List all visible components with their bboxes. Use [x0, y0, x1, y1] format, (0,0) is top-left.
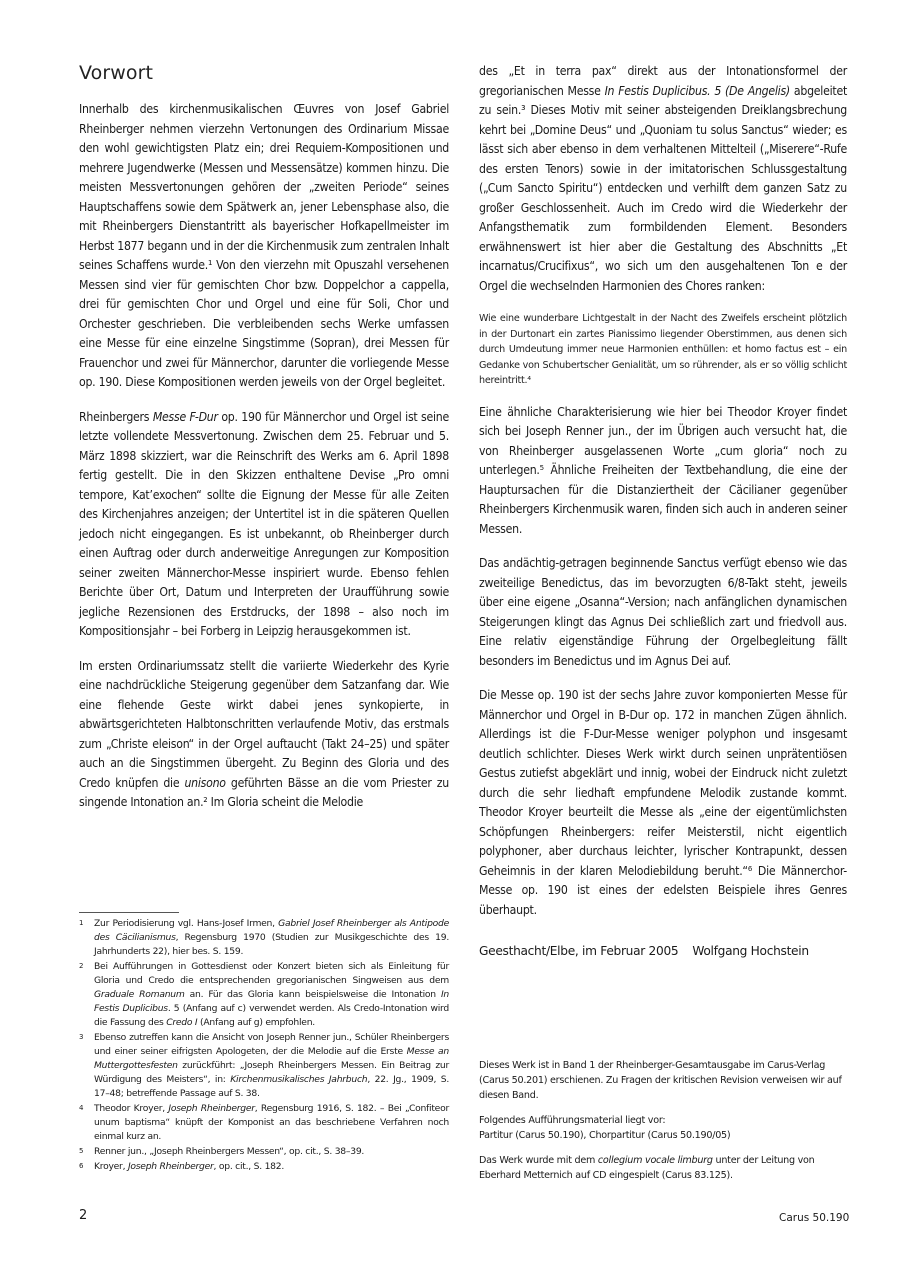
- signature: [479, 942, 847, 961]
- paragraph-7: Die Messe op. 190 ist der sechs Jahre zuvor komponierten Messe für Männerchor und Orgel in B-Dur op. 172 in manchen Zügen ähnlich. Allerdings ist die F-Dur-Messe weniger polyphon und insgesamt deutlich schlichter. Dieses Werk wirkt durch seinen unprätentiösen Gestus zutiefst abgeklärt und innig, wobei der Eindruck nicht zuletzt durch die sehr liedhaft empfundene Melodik zustande kommt. Theodor Kroyer beurteilt die Messe als „eine der eigentümlichsten Schöpfungen Rheinbergers: reifer Meisterstil, nicht eigentlich polyphoner, aber durchaus leichter, lyrischer Kontrapunkt, dessen Geheimnis in der klaren Melodiebildung beruht.“⁶ Die Männerchor-Messe op. 190 ist eines der edelsten Beispiele ihres Genres überhaupt.: [479, 688, 847, 917]
- left-column: [79, 62, 449, 828]
- signature-author: Wolfgang Hochstein: [692, 944, 809, 958]
- paragraph-1: Innerhalb des kirchenmusikalischen Œuvres von Josef Gabriel Rheinberger nehmen vierzehn Vertonungen des Ordinarium Missae den wohl gewichtigsten Platz ein; drei Requiem-Kompositionen und mehrere Jugendwerke (Messen und Messensätze) kommen hinzu. Die meisten Messvertonungen gehören der „zweiten Periode“ seines Hauptschaffens sowie dem Spätwerk an, jener Lebensphase also, die mit Rheinbergers Dienstantritt als bayerischer Hofkapellmeister im Herbst 1877 begann und in der die Kirchenmusik zum zentralen Inhalt seines Schaffens wurde.¹ Von den vierzehn mit Opuszahl versehenen Messen sind vier für gemischten Chor bzw. Doppelchor a cappella, drei für gemischten Chor und Orgel und eine für Soli, Chor und Orchester geschrieben. Die verbleibenden sechs Werke umfassen eine Messe für eine einzelne Singstimme (Sopran), drei Messen für Frauenchor und zwei für Männerchor, darunter die vorliegende Messe op. 190. Diese Kompositionen werden jeweils von der Orgel begleitet.: [79, 102, 449, 389]
- footnote-rule: [79, 912, 179, 913]
- edition-note-1: Dieses Werk ist in Band 1 der Rheinberger-Gesamtausgabe im Carus-Verlag (Carus 50.201) erschienen. Zu Fragen der kritischen Revision verweisen wir auf diesen Band.: [479, 1060, 842, 1101]
- footnote-5: 5 Renner jun., „Joseph Rheinbergers Messen“, op. cit., S. 38–39.: [79, 1146, 365, 1157]
- paragraph-6: Das andächtig-getragen beginnende Sanctus verfügt ebenso wie das zweiteilige Benedictus, das im bevorzugten 6/8-Takt steht, jeweils über eine eigene „Osanna“-Version; nach anfänglichen dynamischen Steigerungen klingt das Agnus Dei schließlich zart und friedvoll aus. Eine relativ eigenständige Führung der Orgelbegleitung fällt besonders im Benedictus und im Agnus Dei auf.: [479, 556, 847, 668]
- footnote-4: 4 Theodor Kroyer, Joseph Rheinberger, Regensburg 1916, S. 182. – Bei „Confiteor unum baptisma“ knüpft der Komponist an das beschriebene Verfahren noch einmal kurz an.: [79, 1103, 449, 1142]
- page-title: Vorwort: [79, 62, 154, 84]
- signature-place-date: Geesthacht/Elbe, im Februar 2005: [479, 944, 679, 958]
- footnote-3: 3 Ebenso zutreffen kann die Ansicht von Joseph Renner jun., Schüler Rheinbergers und einer seiner eifrigsten Apologeten, der die Melodie auf die Erste Messe an Muttergottesfesten zurückführt: „Joseph Rheinbergers Messen. Ein Beitrag zur Würdigung des Meisters“, in: Kirchenmusikalisches Jahrbuch, 22. Jg., 1909, S. 17–48; betreffende Passage auf S. 38.: [79, 1032, 449, 1099]
- right-column: [479, 62, 847, 961]
- edition-note-2: Folgendes Aufführungsmaterial liegt vor: Partitur (Carus 50.190), Chorpartitur (Carus 50.190/05): [479, 1115, 731, 1141]
- footnote-2: 2 Bei Aufführungen in Gottesdienst oder Konzert bieten sich als Einleitung für Gloria und Credo die entsprechenden gregorianischen Singweisen aus dem Graduale Romanum an. Für das Gloria kann beispielsweise die Intonation In Festis Duplicibus. 5 (Anfang auf c) verwendet werden. Als Credo-Intonation wird die Fassung des Credo I (Anfang auf g) empfohlen.: [79, 961, 449, 1028]
- paragraph-5: Eine ähnliche Charakterisierung wie hier bei Theodor Kroyer findet sich bei Joseph Renner jun., der im Übrigen auch versucht hat, die von Rheinberger ausgelassenen Worte „cum gloria“ noch zu unterlegen.⁵ Ähnliche Freiheiten der Textbehandlung, die eine der Hauptursachen für die Distanziertheit der Cäcilianer gegenüber Rheinbergers Kirchenmusik waren, finden sich auch in anderen seiner Messen.: [479, 404, 847, 536]
- paragraph-2: Rheinbergers Messe F-Dur op. 190 für Männerchor und Orgel ist seine letzte vollendete Messvertonung. Zwischen dem 25. Februar und 5. März 1898 skizziert, war die Reinschrift des Werks am 6. April 1898 fertig gestellt. Die in den Skizzen enthaltene Devise „Pro omni tempore, Kat’exochen“ sollte die Eignung der Messe für alle Zeiten des Kirchenjahres anzeigen; der Untertitel ist in die späteren Quellen jedoch nicht eingegangen. Es ist unbekannt, ob Rheinberger durch einen Auftrag oder durch anderweitige Anregungen zur Komposition seiner zweiten Männerchor-Messe inspiriert wurde. Ebenso fehlen Berichte über Ort, Datum und Interpreten der Uraufführung sowie jegliche Rezensionen des Erstdrucks, der 1898 – also noch im Kompositionsjahr – bei Forberg in Leipzig herausgekommen ist.: [79, 409, 449, 638]
- catalog-number: Carus 50.190: [779, 1212, 850, 1224]
- edition-notes: [479, 1058, 847, 1193]
- footnote-6: 6 Kroyer, Joseph Rheinberger, op. cit., S. 182.: [79, 1161, 285, 1172]
- footnote-1: 1 Zur Periodisierung vgl. Hans-Josef Irmen, Gabriel Josef Rheinberger als Antipode des Cäcilianismus, Regensburg 1970 (Studien zur Musikgeschichte des 19. Jahrhunderts 22), hier bes. S. 159.: [79, 918, 450, 957]
- paragraph-3: Im ersten Ordinariumssatz stellt die variierte Wiederkehr des Kyrie eine nachdrückliche Steigerung gegenüber dem Satzanfang dar. Wie eine flehende Geste wirkt dabei jenes synkopierte, in abwärtsgerichteten Halbtonschritten verlaufende Motiv, das erstmals zum „Christe eleison“ in der Orgel auftaucht (Takt 24–25) und später auch an die Singstimmen übergeht. Zu Beginn des Gloria und des Credo knüpfen die unisono geführten Bässe an die vom Priester zu singende Intonation an.² Im Gloria scheint die Melodie: [79, 658, 449, 809]
- edition-note-3: Das Werk wurde mit dem collegium vocale limburg unter der Leitung von Eberhard Metternich auf CD eingespielt (Carus 83.125).: [479, 1155, 815, 1181]
- page-number: 2: [79, 1208, 88, 1223]
- block-quote: Wie eine wunderbare Lichtgestalt in der Nacht des Zweifels erscheint plötzlich in der Durtonart ein zartes Pianissimo liegender Oberstimmen, aus denen sich durch Umdeutung immer neue Harmonien enthüllen: et homo factus est – ein Gedanke von Schubertscher Genialität, um so rührender, als er so völlig schlicht hereintritt.⁴: [479, 313, 847, 386]
- paragraph-4: des „Et in terra pax“ direkt aus der Intonationsformel der gregorianischen Messe In Festis Duplicibus. 5 (De Angelis) abgeleitet zu sein.³ Dieses Motiv mit seiner absteigenden Dreiklangsbrechung kehrt bei „Domine Deus“ und „Quoniam tu solus Sanctus“ wieder; es lässt sich aber ebenso in dem verhaltenen Mittelteil („Miserere“-Rufe des ersten Tenors) sowie in der imitatorischen Schlussgestaltung („Cum Sancto Spiritu“) entdecken und verhilft dem ganzen Satz zu großer Geschlossenheit. Auch im Credo wird die Wiederkehr der Anfangsthematik zum formbildenden Element. Besonders erwähnenswert ist hier aber die Gestaltung des Abschnitts „Et incarnatus/Crucifixus“, wo sich um den ausgehaltenen Ton e der Orgel die wechselnden Harmonien des Chores ranken:: [479, 64, 847, 293]
- footnotes: [79, 912, 449, 1175]
